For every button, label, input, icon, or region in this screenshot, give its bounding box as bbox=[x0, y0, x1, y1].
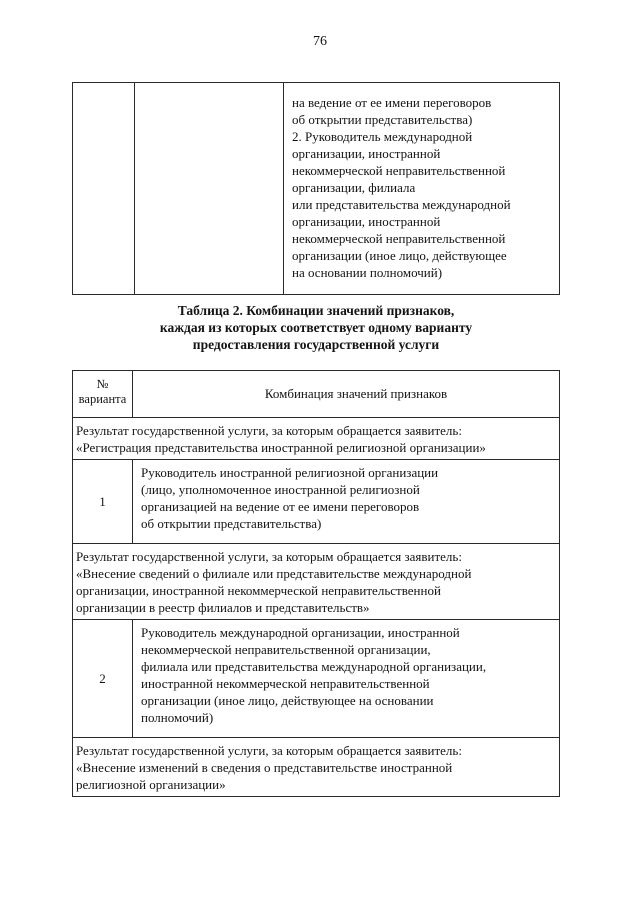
result-row bbox=[73, 544, 560, 620]
header-label: № bbox=[96, 377, 109, 391]
empty-cell bbox=[73, 83, 135, 295]
text-line: «Внесение сведений о филиале или представительстве международной bbox=[76, 566, 472, 581]
result-row bbox=[73, 738, 560, 797]
variant-row bbox=[73, 620, 560, 738]
text-line: 2. Руководитель международной bbox=[292, 129, 473, 144]
caption-line: Таблица 2. Комбинации значений признаков, bbox=[177, 303, 455, 318]
text-line: организации, иностранной bbox=[292, 146, 441, 161]
empty-cell bbox=[135, 83, 284, 295]
text-line: Результат государственной услуги, за которым обращается заявитель: bbox=[76, 549, 462, 564]
variant-number: 2 bbox=[73, 620, 133, 738]
header-combination: Комбинация значений признаков bbox=[133, 371, 560, 418]
variant-row bbox=[73, 460, 560, 544]
continuation-table bbox=[72, 82, 560, 295]
text-line: иностранной некоммерческой неправительственной bbox=[141, 676, 430, 691]
text-line: (лицо, уполномоченное иностранной религиозной bbox=[141, 482, 420, 497]
text-line: организации (иное лицо, действующее на основании bbox=[141, 693, 434, 708]
text-line: организации в реестр филиалов и представительств» bbox=[76, 600, 370, 615]
caption-line: каждая из которых соответствует одному варианту bbox=[159, 320, 473, 335]
text-line: Руководитель международной организации, иностранной bbox=[141, 625, 460, 640]
text-line: Результат государственной услуги, за которым обращается заявитель: bbox=[76, 423, 462, 438]
text-line: организации, иностранной bbox=[292, 214, 441, 229]
result-cell bbox=[73, 418, 560, 460]
caption-line: предоставления государственной услуги bbox=[192, 337, 440, 352]
result-row bbox=[73, 418, 560, 460]
text-line: организацией на ведение от ее имени переговоров bbox=[141, 499, 420, 514]
text-line: на основании полномочий) bbox=[292, 265, 443, 280]
text-line: некоммерческой неправительственной bbox=[292, 163, 506, 178]
text-line: или представительства международной bbox=[292, 197, 511, 212]
text-line: полномочий) bbox=[141, 710, 214, 725]
text-line: Результат государственной услуги, за которым обращается заявитель: bbox=[76, 743, 462, 758]
text-line: «Регистрация представительства иностранной религиозной организации» bbox=[76, 440, 486, 455]
text-line: об открытии представительства) bbox=[292, 112, 473, 127]
text-line: организации, иностранной некоммерческой неправительственной bbox=[76, 583, 441, 598]
continuation-text-cell bbox=[284, 83, 560, 295]
variant-description bbox=[133, 460, 560, 544]
result-cell bbox=[73, 544, 560, 620]
variant-description bbox=[133, 620, 560, 738]
table-row bbox=[73, 83, 560, 295]
text-line: Руководитель иностранной религиозной организации bbox=[141, 465, 439, 480]
text-line: филиала или представительства международной организации, bbox=[141, 659, 487, 674]
header-variant-number bbox=[73, 371, 133, 418]
header-label: варианта bbox=[78, 392, 127, 406]
result-cell bbox=[73, 738, 560, 797]
text-line: «Внесение изменений в сведения о представительстве иностранной bbox=[76, 760, 453, 775]
table-header-row bbox=[73, 371, 560, 418]
table-caption bbox=[72, 302, 560, 353]
text-line: на ведение от ее имени переговоров bbox=[292, 95, 492, 110]
text-line: организации (иное лицо, действующее bbox=[292, 248, 507, 263]
text-line: религиозной организации» bbox=[76, 777, 226, 792]
variant-number: 1 bbox=[73, 460, 133, 544]
text-line: об открытии представительства) bbox=[141, 516, 322, 531]
variants-table bbox=[72, 370, 560, 797]
text-line: организации, филиала bbox=[292, 180, 416, 195]
page-number: 76 bbox=[313, 34, 327, 49]
text-line: некоммерческой неправительственной организации, bbox=[141, 642, 431, 657]
text-line: некоммерческой неправительственной bbox=[292, 231, 506, 246]
